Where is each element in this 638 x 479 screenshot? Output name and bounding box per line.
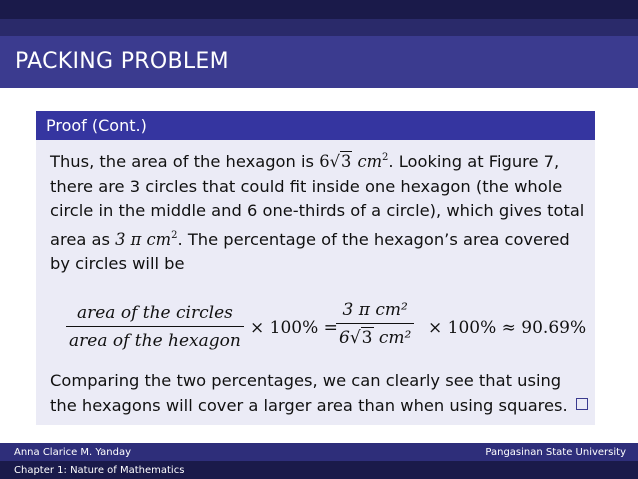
fraction-right-bar [336,323,414,324]
sqrt-sign-2: √ [349,328,361,348]
right-den-radicand: 3 [361,328,373,348]
circle-area-exponent: 2 [171,229,178,241]
proof-paragraph-2: Comparing the two percentages, we can clearly see that using the hexagons will cover a larger area than when using squares. [50,371,568,415]
hexagon-area-radicand: 3 [340,152,352,171]
block-header [36,111,595,140]
proof-paragraph-1 [50,146,590,277]
qed-square-icon [576,398,588,410]
footer-author: Anna Clarice M. Yanday [14,447,132,458]
fraction-left [66,303,244,351]
fraction-left-denominator: area of the hexagon [69,331,241,351]
frame-title: PACKING PROBLEM [15,49,229,74]
hexagon-area-unit: cm [352,152,383,171]
footer-institution: Pangasinan State University [485,447,626,458]
block-body [36,140,595,425]
footer-chapter: Chapter 1: Nature of Mathematics [14,465,185,476]
fraction-right-denominator [336,328,414,348]
para1-text-2: . Looking at Figure 7, there are 3 circles that could fit inside one hexagon (the whole circle in the middle and 6 one-thirds of a circle), which gives total area as [50,152,585,249]
fraction-left-numerator: area of the circles [76,303,233,323]
percentage-formula [66,300,586,360]
fraction-right-numerator: 3 π cm² [342,300,408,320]
sqrt-sign: √ [329,152,340,171]
hexagon-area-exponent: 2 [382,152,389,163]
top-strip-dark [0,0,638,19]
fraction-right [336,300,414,348]
circle-area-expression: 3 π cm [115,229,172,249]
block-title: Proof (Cont.) [46,116,147,135]
times-100-equals: × 100% = [250,318,338,338]
para1-text-1: Thus, the area of the hexagon is [50,152,320,171]
right-den-unit: cm² [373,328,412,348]
formula-result: × 100% ≈ 90.69% [428,318,587,338]
hexagon-area-coef: 6 [319,152,330,171]
para1-text-3: . The percentage of the hexagon’s area covered by circles will be [50,229,570,273]
top-strip-light [0,19,638,36]
right-den-coef: 6 [339,328,350,348]
fraction-left-bar [66,326,244,327]
